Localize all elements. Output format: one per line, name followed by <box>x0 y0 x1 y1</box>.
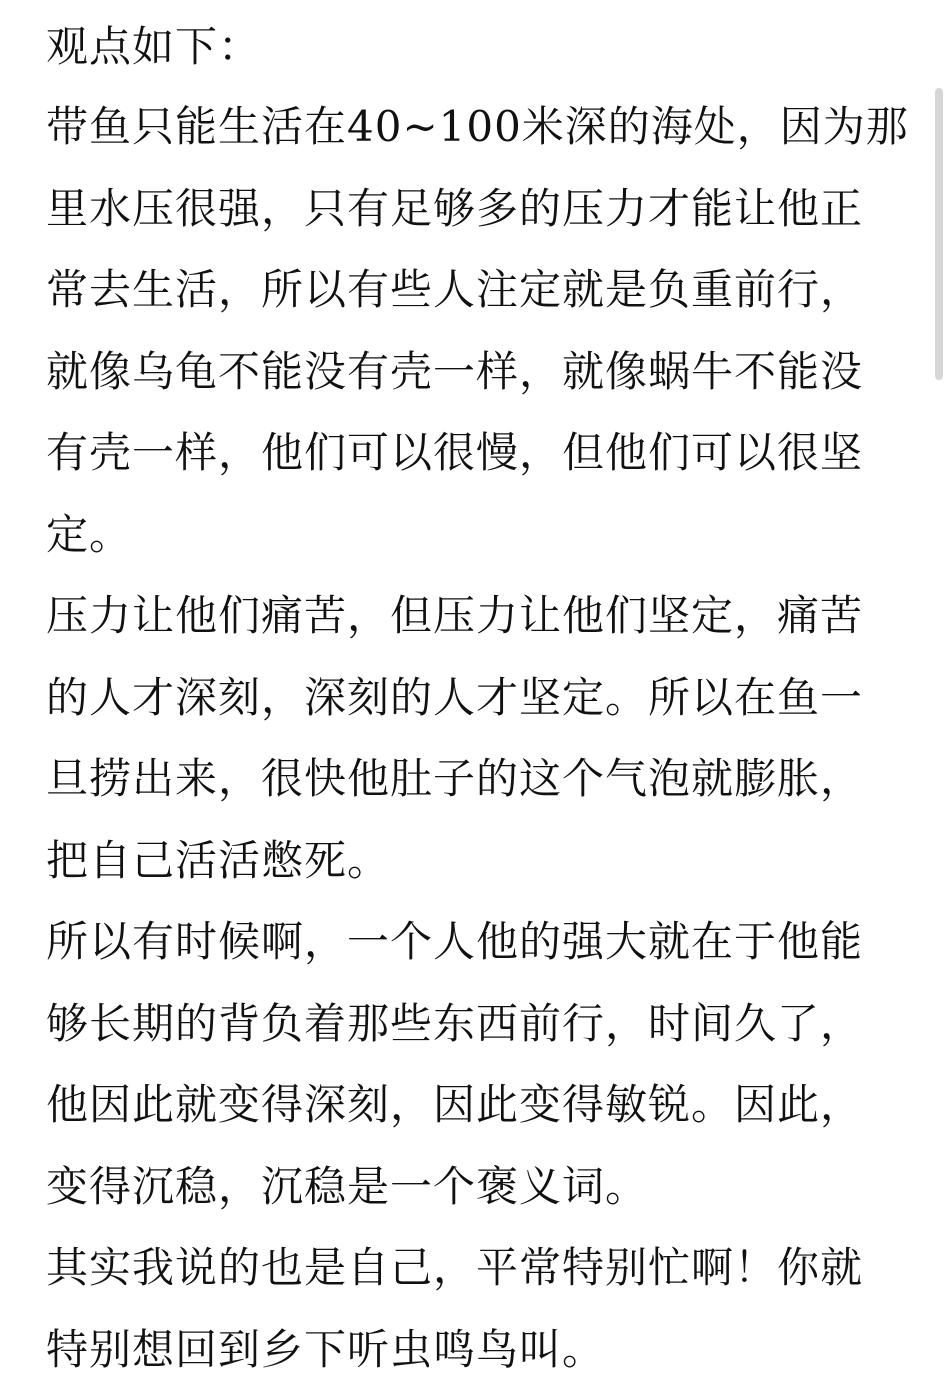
text-line: 旦捞出来，很快他肚子的这个气泡就膨胀， <box>46 738 906 820</box>
text-line: 把自己活活憋死。 <box>46 820 906 902</box>
text-line: 他因此就变得深刻，因此变得敏锐。因此， <box>46 1064 906 1146</box>
text-line: 够长期的背负着那些东西前行，时间久了， <box>46 983 906 1065</box>
text-line: 变得沉稳，沉稳是一个褒义词。 <box>46 1146 906 1228</box>
text-line: 带鱼只能生活在40~100米深的海处，因为那 <box>46 86 906 168</box>
text-line: 其实我说的也是自己，平常特别忙啊！你就 <box>46 1227 906 1309</box>
text-line: 所以有时候啊，一个人他的强大就在于他能 <box>46 901 906 983</box>
text-line: 特别想回到乡下听虫鸣鸟叫。 <box>46 1309 906 1390</box>
scrollbar-thumb[interactable] <box>935 88 943 380</box>
vertical-scrollbar[interactable] <box>932 0 946 1372</box>
text-line: 定。 <box>46 494 906 576</box>
text-line: 观点如下： <box>46 8 906 86</box>
handwritten-text-body <box>46 8 906 1390</box>
text-line: 里水压很强，只有足够多的压力才能让他正 <box>46 168 906 250</box>
text-line: 常去生活，所以有些人注定就是负重前行， <box>46 249 906 331</box>
text-line: 的人才深刻，深刻的人才坚定。所以在鱼一 <box>46 657 906 739</box>
text-line: 就像乌龟不能没有壳一样，就像蜗牛不能没 <box>46 331 906 413</box>
text-line: 压力让他们痛苦，但压力让他们坚定，痛苦 <box>46 575 906 657</box>
text-line: 有壳一样，他们可以很慢，但他们可以很坚 <box>46 412 906 494</box>
